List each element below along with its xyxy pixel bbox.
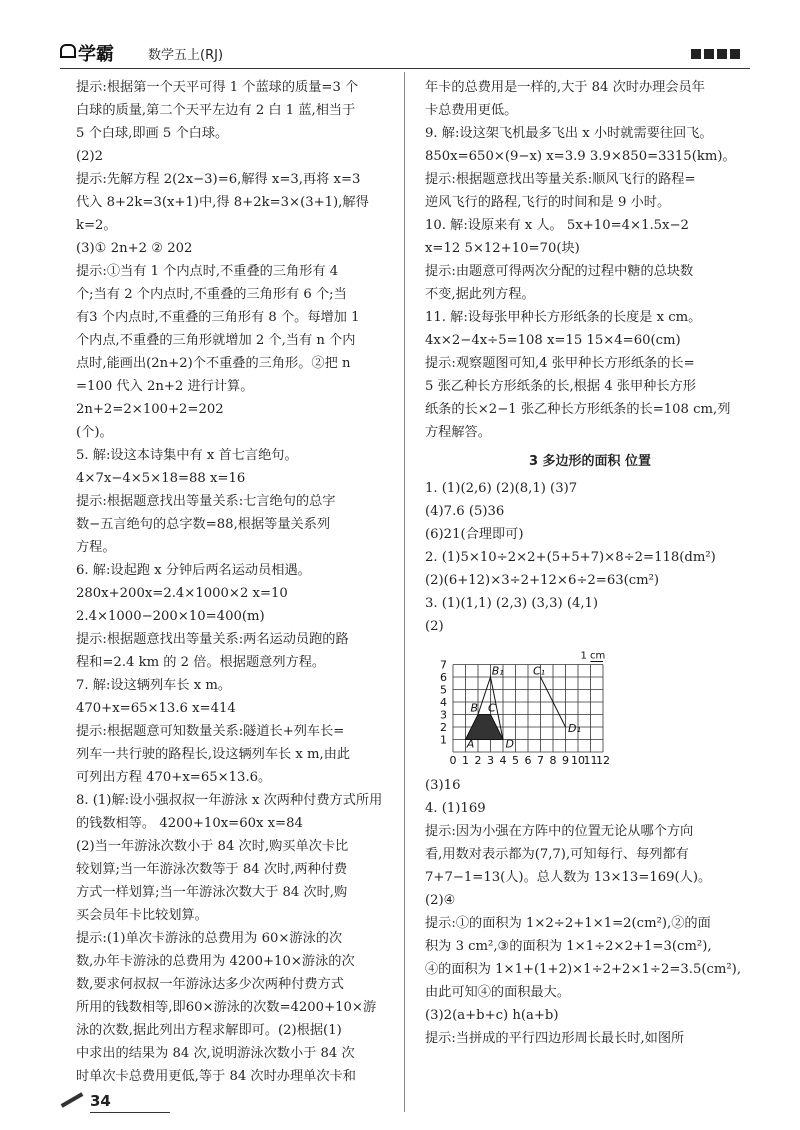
- right-column: [425, 76, 755, 1050]
- text-line: 5 个白球,即画 5 个白球。: [76, 126, 229, 141]
- section-title: 3 多边形的面积 位置: [528, 454, 652, 469]
- page-header: [60, 40, 750, 70]
- text-line: 个;当有 2 个内点时,不重叠的三角形有 6 个;当: [76, 287, 347, 302]
- text-line: 泳的次数,据此列出方程求解即可。(2)根据(1): [76, 1023, 342, 1038]
- footer-rule: [90, 1112, 170, 1113]
- text-line: (4)7.6 (5)36: [425, 504, 505, 519]
- right-top-text: [425, 76, 755, 444]
- point-label-c: C: [488, 701, 496, 715]
- text-line: (3)2(a+b+c) h(a+b): [425, 1008, 559, 1023]
- y-tick-label: 7: [440, 658, 447, 672]
- right-bottom-text: [425, 774, 755, 1050]
- y-tick-label: 6: [440, 671, 447, 684]
- page-number: 34: [90, 1092, 111, 1110]
- text-line: 提示:根据题意找出等量关系:顺风飞行的路程=: [425, 172, 696, 187]
- text-line: 3. (1)(1,1) (2,3) (3,3) (4,1): [425, 596, 599, 611]
- text-line: 4×7x−4×5×18=88 x=16: [76, 471, 246, 486]
- text-line: 提示:观察题图可知,4 张甲种长方形纸条的长=: [425, 356, 695, 371]
- text-line: 方式一样划算;当一年游泳次数大于 84 次时,购: [76, 885, 348, 900]
- text-line: 8. (1)解:设小强叔叔一年游泳 x 次两种付费方式所用: [76, 793, 383, 808]
- text-line: 列车一共行驶的路程长,设这辆列车长 x m,由此: [76, 747, 351, 762]
- x-tick-label: 6: [524, 754, 532, 767]
- point-label-d: D: [505, 737, 514, 751]
- text-line: 不变,据此列方程。: [425, 287, 535, 302]
- text-line: 方程解答。: [425, 425, 491, 440]
- text-line: 5. 解:设这本诗集中有 x 首七言绝句。: [76, 448, 298, 463]
- text-line: 850x=650×(9−x) x=3.9 3.9×850=3315(km)。: [425, 149, 736, 164]
- text-line: 7+7−1=13(人)。总人数为 13×13=169(人)。: [425, 870, 712, 885]
- text-line: (3)16: [425, 778, 461, 793]
- text-line: 程和=2.4 km 的 2 倍。根据题意列方程。: [76, 655, 326, 670]
- text-line: 7. 解:设这辆列车长 x m。: [76, 678, 232, 693]
- text-line: 的钱数相等。 4200+10x=60x x=84: [76, 816, 303, 831]
- point-label-a: A: [466, 737, 475, 751]
- point-label-b: B: [470, 701, 479, 715]
- text-line: 10. 解:设原来有 x 人。 5x+10=4×1.5x−2: [425, 218, 689, 233]
- x-tick-label: 4: [499, 754, 507, 767]
- text-line: 提示:先解方程 2(2x−3)=6,解得 x=3,再将 x=3: [76, 172, 361, 187]
- text-line: 提示:根据第一个天平可得 1 个蓝球的质量=3 个: [76, 80, 359, 95]
- text-line: 提示:根据题意可知数量关系:隧道长+列车长=: [76, 724, 345, 739]
- text-line: 所用的钱数相等,即60×游泳的次数=4200+10×游: [76, 1000, 377, 1015]
- text-line: 5 张乙种长方形纸条的长,根据 4 张甲种长方形: [425, 379, 696, 394]
- text-line: k=2。: [76, 218, 117, 233]
- text-line: 时单次卡总费用更低,等于 84 次时办理单次卡和: [76, 1069, 356, 1084]
- text-line: (2)当一年游泳次数小于 84 次时,购买单次卡比: [76, 839, 349, 854]
- book-title: 数学五上(RJ): [148, 48, 224, 63]
- coordinate-grid: [425, 640, 755, 772]
- text-line: 4. (1)169: [425, 801, 486, 816]
- text-line: 提示:当拼成的平行四边形周长最长时,如图所: [425, 1031, 685, 1046]
- x-tick-label: 0: [449, 754, 457, 767]
- text-line: 数,要求何叔叔一年游泳达多少次两种付费方式: [76, 977, 344, 992]
- text-line: 白球的质量,第二个天平左边有 2 白 1 蓝,相当于: [76, 103, 356, 118]
- text-line: 年卡的总费用是一样的,大于 84 次时办理会员年: [425, 80, 705, 95]
- right-mid-text: [425, 477, 755, 638]
- text-line: 较划算;当一年游泳次数等于 84 次时,两种付费: [76, 862, 348, 877]
- pencil-icon: [61, 1092, 84, 1107]
- graduation-cap-icon: [60, 44, 76, 58]
- x-tick-label: 1: [462, 754, 469, 767]
- point-label-b1: B₁: [491, 664, 504, 678]
- text-line: 代入 8+2k=3(x+1)中,得 8+2k=3×(3+1),解得: [76, 195, 369, 210]
- y-tick-label: 5: [440, 683, 447, 697]
- text-line: 11. 解:设每张甲种长方形纸条的长度是 x cm。: [425, 310, 702, 325]
- page-footer: [60, 1092, 170, 1118]
- text-line: (6)21(合理即可): [425, 527, 524, 542]
- text-line: 看,用数对表示都为(7,7),可知每行、每列都有: [425, 847, 689, 862]
- point-label-d1: D₁: [568, 722, 581, 735]
- coordinate-grid-figure: [425, 640, 755, 772]
- text-line: ④的面积为 1×1+(1+2)×1÷2+2×1÷2=3.5(cm²),: [425, 962, 742, 977]
- x-tick-label: 8: [549, 754, 557, 767]
- text-line: 提示:根据题意找出等量关系:七言绝句的总字: [76, 494, 336, 509]
- text-line: 买会员年卡比较划算。: [76, 908, 208, 923]
- text-line: 个内点,不重叠的三角形就增加 2 个,当有 n 个内: [76, 333, 356, 348]
- text-line: 逆风飞行的路程,飞行的时间和是 9 小时。: [425, 195, 671, 210]
- text-line: 卡总费用更低。: [425, 103, 518, 118]
- x-tick-label: 11: [583, 754, 598, 767]
- text-line: 4x×2−4x÷5=108 x=15 15×4=60(cm): [425, 333, 681, 348]
- left-column: [76, 76, 394, 1088]
- x-tick-label: 10: [571, 754, 585, 767]
- text-line: 有3 个内点时,不重叠的三角形有 8 个。每增加 1: [76, 310, 360, 325]
- text-line: 积为 3 cm²,③的面积为 1×1÷2×2+1=3(cm²),: [425, 939, 712, 954]
- text-line: (个)。: [76, 425, 113, 440]
- x-tick-label: 2: [474, 754, 482, 767]
- text-line: 提示:由题意可得两次分配的过程中糖的总块数: [425, 264, 694, 279]
- column-divider: [404, 72, 405, 1112]
- text-line: (2)2: [76, 149, 104, 164]
- y-tick-label: 4: [440, 696, 447, 709]
- text-line: 提示:因为小强在方阵中的位置无论从哪个方向: [425, 824, 694, 839]
- x-tick-label: 3: [487, 754, 494, 767]
- text-line: (2)(6+12)×3÷2+12×6÷2=63(cm²): [425, 573, 660, 588]
- decorative-blocks: [688, 44, 740, 63]
- text-line: (2)④: [425, 893, 456, 908]
- text-line: 9. 解:设这架飞机最多飞出 x 小时就需要往回飞。: [425, 126, 713, 141]
- text-line: =100 代入 2n+2 进行计算。2n+2=2×100+2=202: [76, 379, 254, 417]
- text-line: (2): [425, 619, 444, 634]
- text-line: 280x+200x=2.4×1000×2 x=10: [76, 586, 288, 601]
- text-line: 可列出方程 470+x=65×13.6。: [76, 770, 272, 785]
- text-line: 数−五言绝句的总字数=88,根据等量关系列: [76, 517, 331, 532]
- header-rule: [60, 68, 750, 69]
- scale-label: 1 cm: [580, 650, 606, 662]
- text-line: 数,办年卡游泳的总费用为 4200+10×游泳的次: [76, 954, 355, 969]
- text-line: 由此可知④的面积最大。: [425, 985, 571, 1000]
- x-tick-label: 12: [596, 754, 610, 767]
- text-line: 点时,能画出(2n+2)个不重叠的三角形。②把 n: [76, 356, 351, 371]
- text-line: 提示:①的面积为 1×2÷2+1×1=2(cm²),②的面: [425, 916, 711, 931]
- x-tick-label: 7: [537, 754, 544, 767]
- text-line: 提示:根据题意找出等量关系:两名运动员跑的路: [76, 632, 349, 647]
- x-tick-label: 9: [562, 754, 569, 767]
- text-line: 6. 解:设起跑 x 分钟后两名运动员相遇。: [76, 563, 311, 578]
- text-line: 纸条的长×2−1 张乙种长方形纸条的长=108 cm,列: [425, 402, 731, 417]
- y-tick-label: 3: [440, 708, 447, 722]
- text-line: 方程。: [76, 540, 116, 555]
- text-line: x=12 5×12+10=70(块): [425, 241, 580, 256]
- brand-name: 学霸: [78, 44, 114, 65]
- text-line: 470+x=65×13.6 x=414: [76, 701, 236, 716]
- text-line: 2. (1)5×10÷2×2+(5+5+7)×8÷2=118(dm²): [425, 550, 716, 565]
- text-line: (3)① 2n+2 ② 202: [76, 241, 193, 256]
- y-tick-label: 2: [440, 721, 447, 734]
- text-line: 1. (1)(2,6) (2)(8,1) (3)7: [425, 481, 578, 496]
- text-line: 提示:(1)单次卡游泳的总费用为 60×游泳的次: [76, 931, 343, 946]
- text-line: 提示:①当有 1 个内点时,不重叠的三角形有 4: [76, 264, 339, 279]
- brand-logo: [60, 40, 114, 66]
- text-line: 中求出的结果为 84 次,说明游泳次数小于 84 次: [76, 1046, 355, 1061]
- text-line: 2.4×1000−200×10=400(m): [76, 609, 265, 624]
- point-label-c1: C₁: [533, 664, 546, 678]
- y-tick-label: 1: [440, 733, 447, 747]
- x-tick-label: 5: [512, 754, 519, 767]
